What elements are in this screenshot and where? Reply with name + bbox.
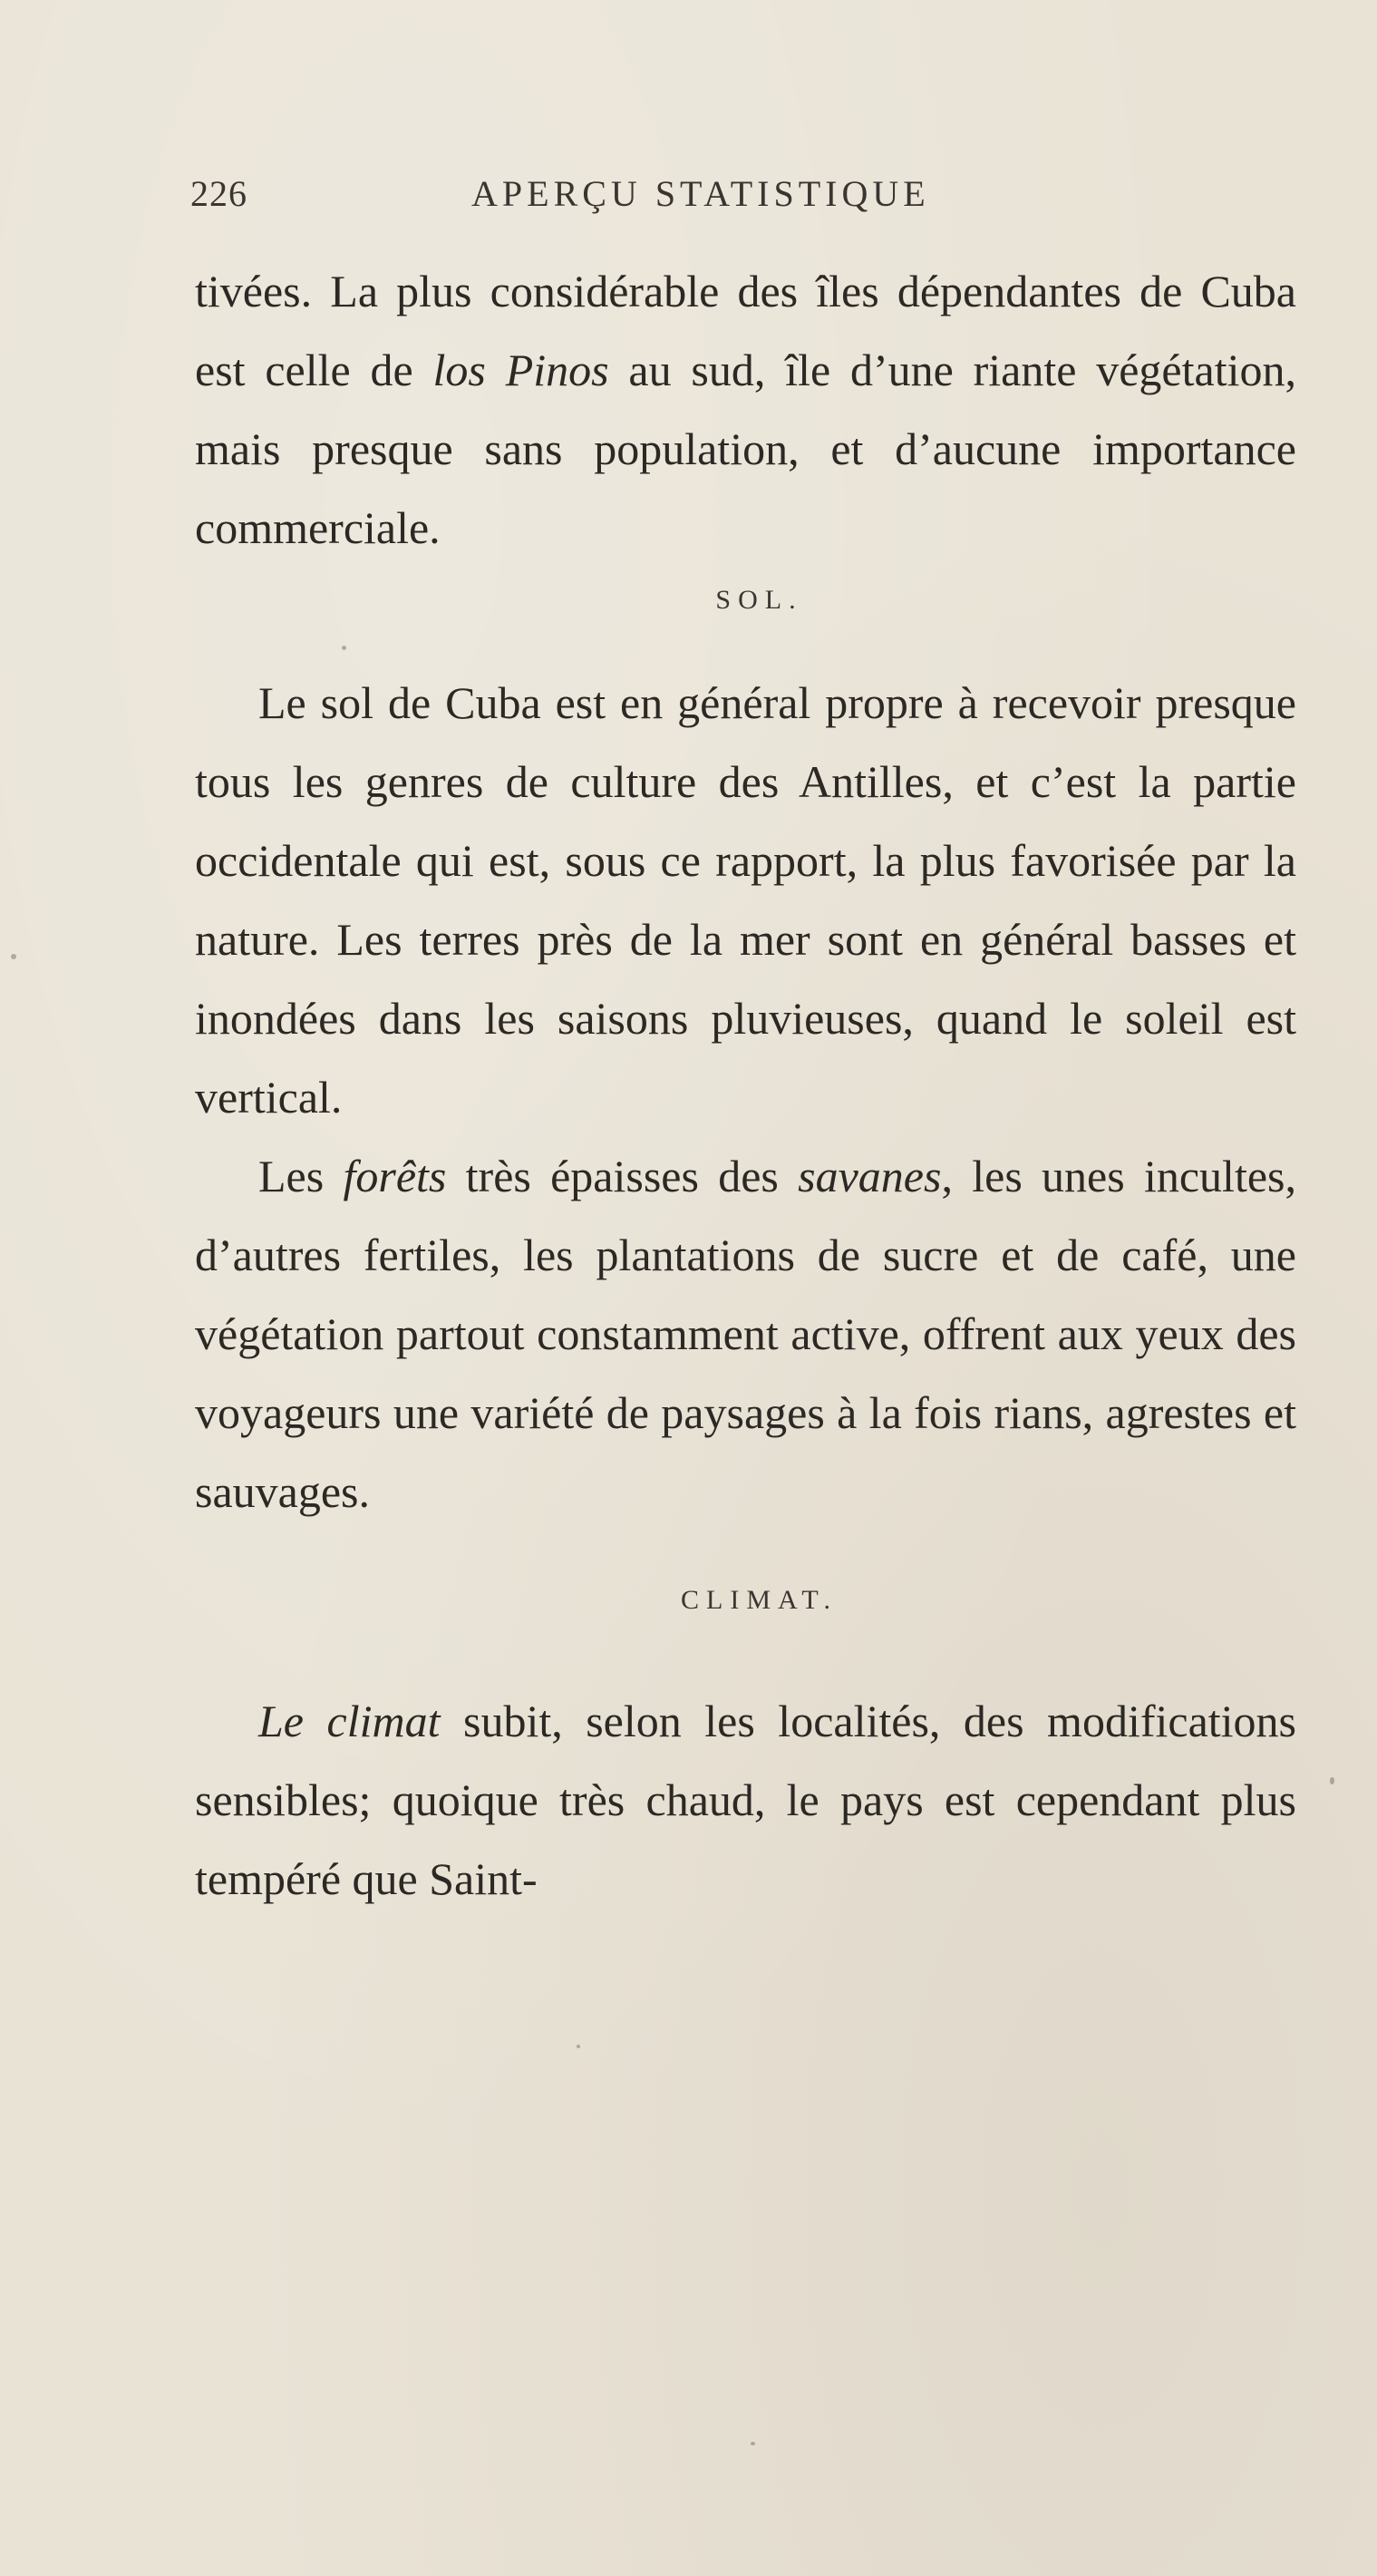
paper-speck xyxy=(11,954,16,959)
paragraph-text: très épaisses des xyxy=(446,1151,799,1201)
paragraph-climat xyxy=(195,1682,1296,1919)
paper-speck xyxy=(1330,1777,1334,1784)
paragraph-text: subit, selon les localités, des modifications sensibles; quoique très chaud, le pays est cependant plus tempéré que Saint- xyxy=(195,1696,1296,1904)
italic-term: Le climat xyxy=(258,1696,441,1746)
paragraph-continuation xyxy=(195,252,1296,568)
page-number: 226 xyxy=(190,173,247,214)
running-head xyxy=(190,172,1305,227)
paragraph-forests xyxy=(195,1137,1296,1531)
paragraph-text: tivées. La plus considérable des îles dépendantes de Cuba est celle de xyxy=(195,266,1296,395)
italic-term: savanes xyxy=(798,1151,942,1201)
paper-speck xyxy=(751,2442,755,2445)
section-heading-climat: CLIMAT. xyxy=(681,1585,838,1615)
italic-term: forêts xyxy=(343,1151,447,1201)
italic-place-name: los Pinos xyxy=(432,345,609,395)
body-text xyxy=(195,252,1296,1919)
section-heading-sol: SOL. xyxy=(715,585,803,615)
paragraph-text: au sud, île d’une riante végétation, mais presque sans population, et d’aucune importance commerciale. xyxy=(195,345,1296,553)
paragraph-text: Les xyxy=(258,1151,344,1201)
paragraph-sol: Le sol de Cuba est en général propre à recevoir presque tous les genres de culture des Antilles, et c’est la partie occidentale qui est, sous ce rapport, la plus favorisée par la nature. Les terres près de la mer sont en général basses et inondées dans les saisons pluvieuses, quand le soleil est vertical. xyxy=(195,677,1296,1123)
paragraph-text: , les unes incultes, d’autres fertiles, les plantations de sucre et de café, une végétation partout constamment active, offrent aux yeux des voyageurs une variété de paysages à la fois rians, agrestes et sauvages. xyxy=(195,1151,1296,1517)
paper-speck xyxy=(577,2045,580,2048)
paper-speck xyxy=(342,646,346,650)
running-title: APERÇU STATISTIQUE xyxy=(471,173,930,214)
